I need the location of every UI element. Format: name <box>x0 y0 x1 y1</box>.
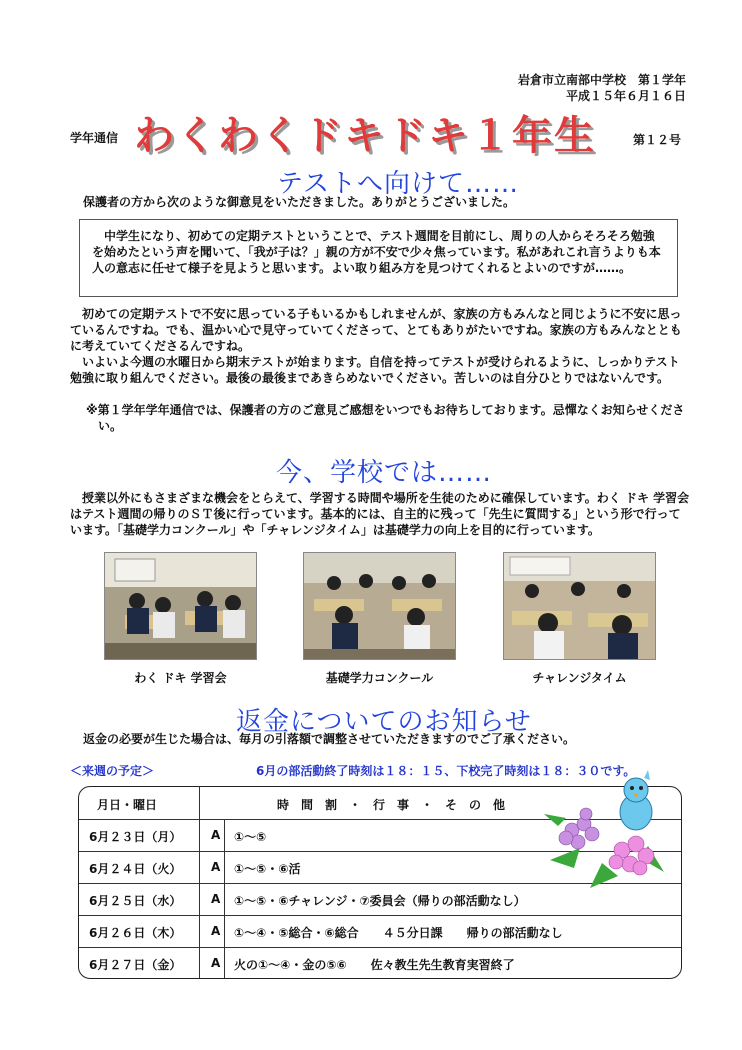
refund-paragraph: 返金の必要が生じた場合は、毎月の引落額で調整させていただきますのでご了承ください。 <box>83 732 576 746</box>
row-date: 6月２６日（木） <box>89 926 182 940</box>
row-date: 6月２５日（水） <box>89 894 182 908</box>
row-detail: ①～⑤・⑥活 <box>234 862 301 876</box>
row-date: 6月２７日（金） <box>89 958 182 972</box>
hydrangea-bird-illustration <box>540 768 670 893</box>
photo-challenge-time <box>503 552 656 660</box>
school-name: 岩倉市立南部中学校 第１学年 <box>517 73 686 87</box>
school-info <box>518 72 686 104</box>
row-code: A <box>211 860 221 874</box>
photo-basic-skills-contest <box>303 552 456 660</box>
header-events: 時 間 割 ・ 行 事 ・ そ の 他 <box>277 798 506 812</box>
row-code: A <box>211 828 221 842</box>
header-date: 月日・曜日 <box>97 798 158 812</box>
row-date: 6月２３日（月） <box>89 830 182 844</box>
paragraph-2: いよいよ今週の水曜日から期末テストが始まります。自信を持ってテストが受けられるように、しっかりテスト勉強に取り組んでください。最後の最後まであきらめないでください。苦しいのは自分ひとりではないんです。 <box>70 355 680 385</box>
row-code: A <box>211 924 221 938</box>
row-code: A <box>211 956 221 970</box>
caption-challenge-time: チャレンジタイム <box>532 671 627 685</box>
school-paragraph: 授業以外にもさまざまな機会をとらえて、学習する時間や場所を生徒のために確保しています。わく ドキ 学習会はテスト週間の帰りのＳＴ後に行っています。基本的には、自主的に残って「先生に質問する」という形で行っています。「基礎学力コンクール」や「チャレンジタイム」は基礎学力の向上を目的に行っています。 <box>70 491 690 537</box>
section-heading-test: テストへ向けて…… <box>277 169 519 199</box>
photo-study-session <box>104 552 257 660</box>
issue-number: 第１２号 <box>633 133 682 147</box>
section-heading-school: 今、学校では…… <box>276 458 493 488</box>
table-row <box>79 947 681 979</box>
section-heading-refund: 返金についてのお知らせ <box>236 707 532 737</box>
row-detail: 火の①～④・金の⑤⑥ 佐々教生先生教育実習終了 <box>234 958 515 972</box>
row-code: A <box>211 892 221 906</box>
paragraph-1: 初めての定期テストで不安に思っている子もいるかもしれませんが、家族の方もみんなと同じように不安に思っているんですね。でも、温かい心で見守っていてくださって、とてもありがたいですね。家族の方もみんなとともに考えていてくださるんですね。 <box>70 307 682 353</box>
next-week-label: ＜来週の予定＞ <box>70 764 155 778</box>
row-detail: ①～⑤・⑥チャレンジ・⑦委員会（帰りの部活動なし） <box>234 894 526 908</box>
row-detail: ①～④・⑤総合・⑥総合 ４５分日課 帰りの部活動なし <box>234 926 563 940</box>
issue-date: 平成１５年６月１６日 <box>565 89 686 103</box>
club-time-notice: 6月の部活動終了時刻は１８：１５、下校完了時刻は１８：３０です。 <box>256 764 636 778</box>
newsletter-kind: 学年通信 <box>70 131 119 145</box>
newsletter-title: わくわくドキドキ１年生 <box>134 113 596 159</box>
caption-basic-skills-contest: 基礎学力コンクール <box>325 671 434 685</box>
row-date: 6月２４日（火） <box>89 862 182 876</box>
feedback-note: ※第１学年学年通信では、保護者の方のご意見ご感想をいつでもお待ちしております。忌憚なくお知らせください。 <box>86 403 685 433</box>
parent-quote: 中学生になり、初めての定期テストということで、テスト週間を目前にし、周りの人からそろそろ勉強を始めたという声を聞いて、「我が子は？」親の方が不安で少々焦っています。私があれこれ言うよりも本人の意志に任せて様子を見ようと思います。よい取り組み方を見つけてくれるとよいのですが……。 <box>79 219 678 297</box>
caption-study-session: わく ドキ 学習会 <box>134 671 227 685</box>
intro-text: 保護者の方から次のような御意見をいただきました。ありがとうございました。 <box>83 195 516 209</box>
row-detail: ①～⑤ <box>234 830 267 844</box>
table-row <box>79 915 681 947</box>
